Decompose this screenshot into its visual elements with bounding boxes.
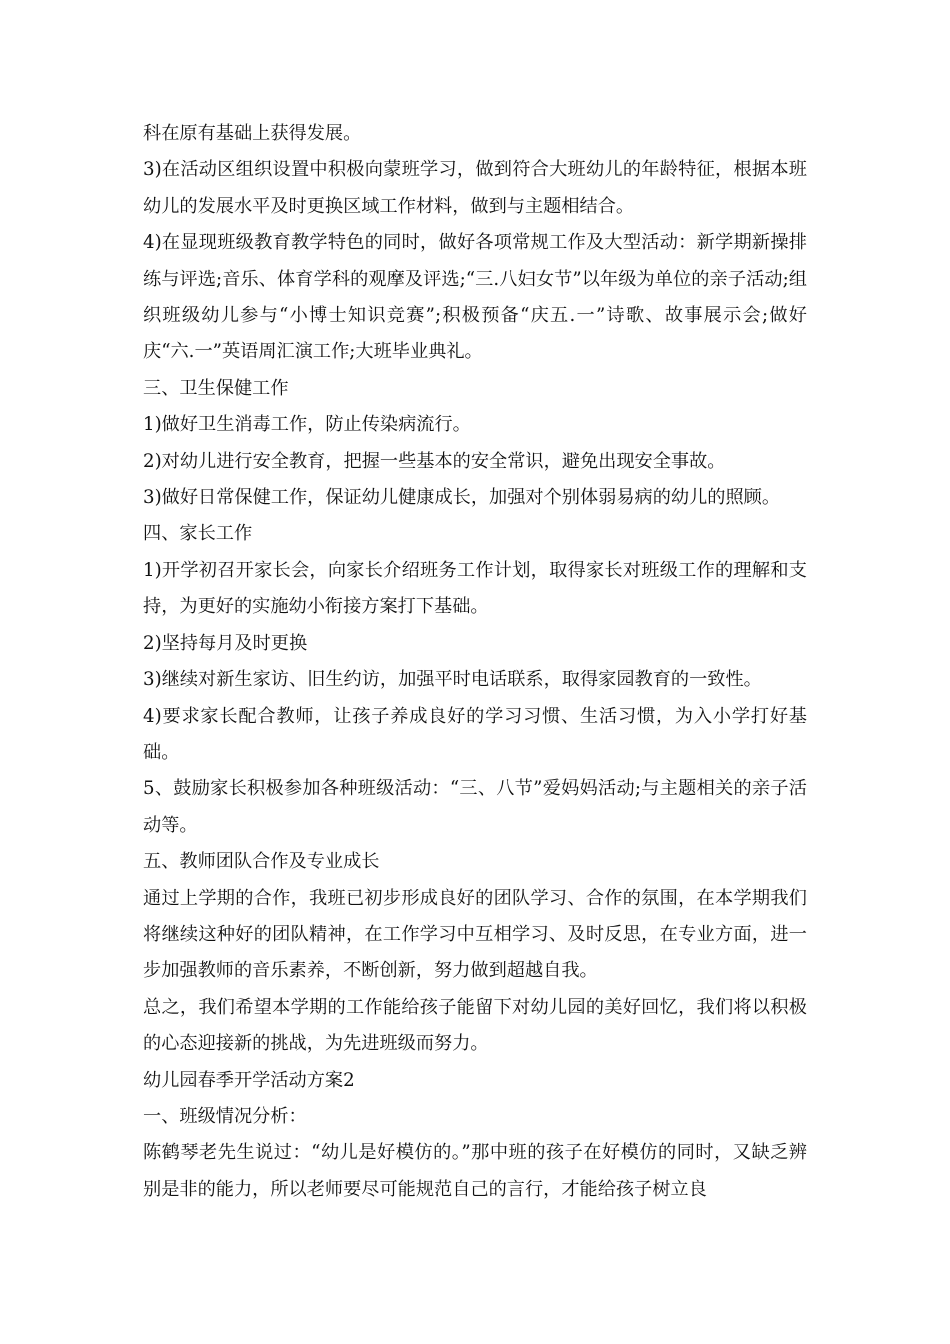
paragraph-health-item-1: 1)做好卫生消毒工作，防止传染病流行。 bbox=[143, 414, 471, 436]
section-heading-teacher-team: 五、教师团队合作及专业成长 bbox=[143, 851, 380, 873]
paragraph-parent-item-1: 1)开学初召开家长会，向家长介绍班务工作计划，取得家长对班级工作的理解和支持，为更好的实施幼小衔接方案打下基础。 bbox=[143, 559, 807, 618]
section-heading-class-analysis: 一、班级情况分析： bbox=[143, 1105, 307, 1127]
section-heading-parent-work: 四、家长工作 bbox=[143, 523, 253, 545]
paragraph-class-analysis: 陈鹤琴老先生说过：“幼儿是好模仿的。”那中班的孩子在好模仿的同时，又缺乏辨别是非的能力，所以老师要尽可能规范自己的言行，才能给孩子树立良 bbox=[143, 1142, 807, 1200]
paragraph-health-item-2: 2)对幼儿进行安全教育，把握一些基本的安全常识，避免出现安全事故。 bbox=[143, 450, 726, 472]
paragraph-health-item-3: 3)做好日常保健工作，保证幼儿健康成长，加强对个别体弱易病的幼儿的照顾。 bbox=[143, 487, 781, 509]
paragraph-parent-item-5: 5、鼓励家长积极参加各种班级活动：“三、八节”爱妈妈活动;与主题相关的亲子活动等。 bbox=[143, 778, 807, 836]
paragraph-item-3-activity-area: 3)在活动区组织设置中积极向蒙班学习，做到符合大班幼儿的年龄特征，根据本班幼儿的发展水平及时更换区域工作材料，做到与主题相结合。 bbox=[143, 159, 807, 217]
paragraph-continuation: 科在原有基础上获得发展。 bbox=[143, 123, 362, 144]
paragraph-parent-item-4: 4)要求家长配合教师，让孩子养成良好的学习习惯、生活习惯，为入小学打好基础。 bbox=[143, 705, 807, 763]
document-subtitle-plan-2: 幼儿园春季开学活动方案2 bbox=[143, 1069, 355, 1091]
paragraph-conclusion: 总之，我们希望本学期的工作能给孩子能留下对幼儿园的美好回忆，我们将以积极的心态迎接新的挑战，为先进班级而努力。 bbox=[143, 996, 807, 1055]
paragraph-parent-item-2: 2)坚持每月及时更换 bbox=[143, 632, 308, 654]
paragraph-parent-item-3: 3)继续对新生家访、旧生约访，加强平时电话联系，取得家园教育的一致性。 bbox=[143, 669, 762, 691]
paragraph-teacher-team: 通过上学期的合作，我班已初步形成良好的团队学习、合作的氛围，在本学期我们将继续这种好的团队精神，在工作学习中互相学习、及时反思，在专业方面，进一步加强教师的音乐素养，不断创新，努力做到超越自我。 bbox=[143, 887, 807, 982]
paragraph-item-4-routine-work: 4)在显现班级教育教学特色的同时，做好各项常规工作及大型活动：新学期新操排练与评选;音乐、体育学科的观摩及评选;“三.八妇女节”以年级为单位的亲子活动;组织班级幼儿参与“小博士知识竞赛”;积极预备“庆五.一”诗歌、故事展示会;做好庆“六.一”英语周汇演工作;大班毕业典礼。 bbox=[143, 232, 807, 363]
document-body bbox=[143, 116, 807, 1208]
section-heading-health-care: 三、卫生保健工作 bbox=[143, 377, 289, 399]
